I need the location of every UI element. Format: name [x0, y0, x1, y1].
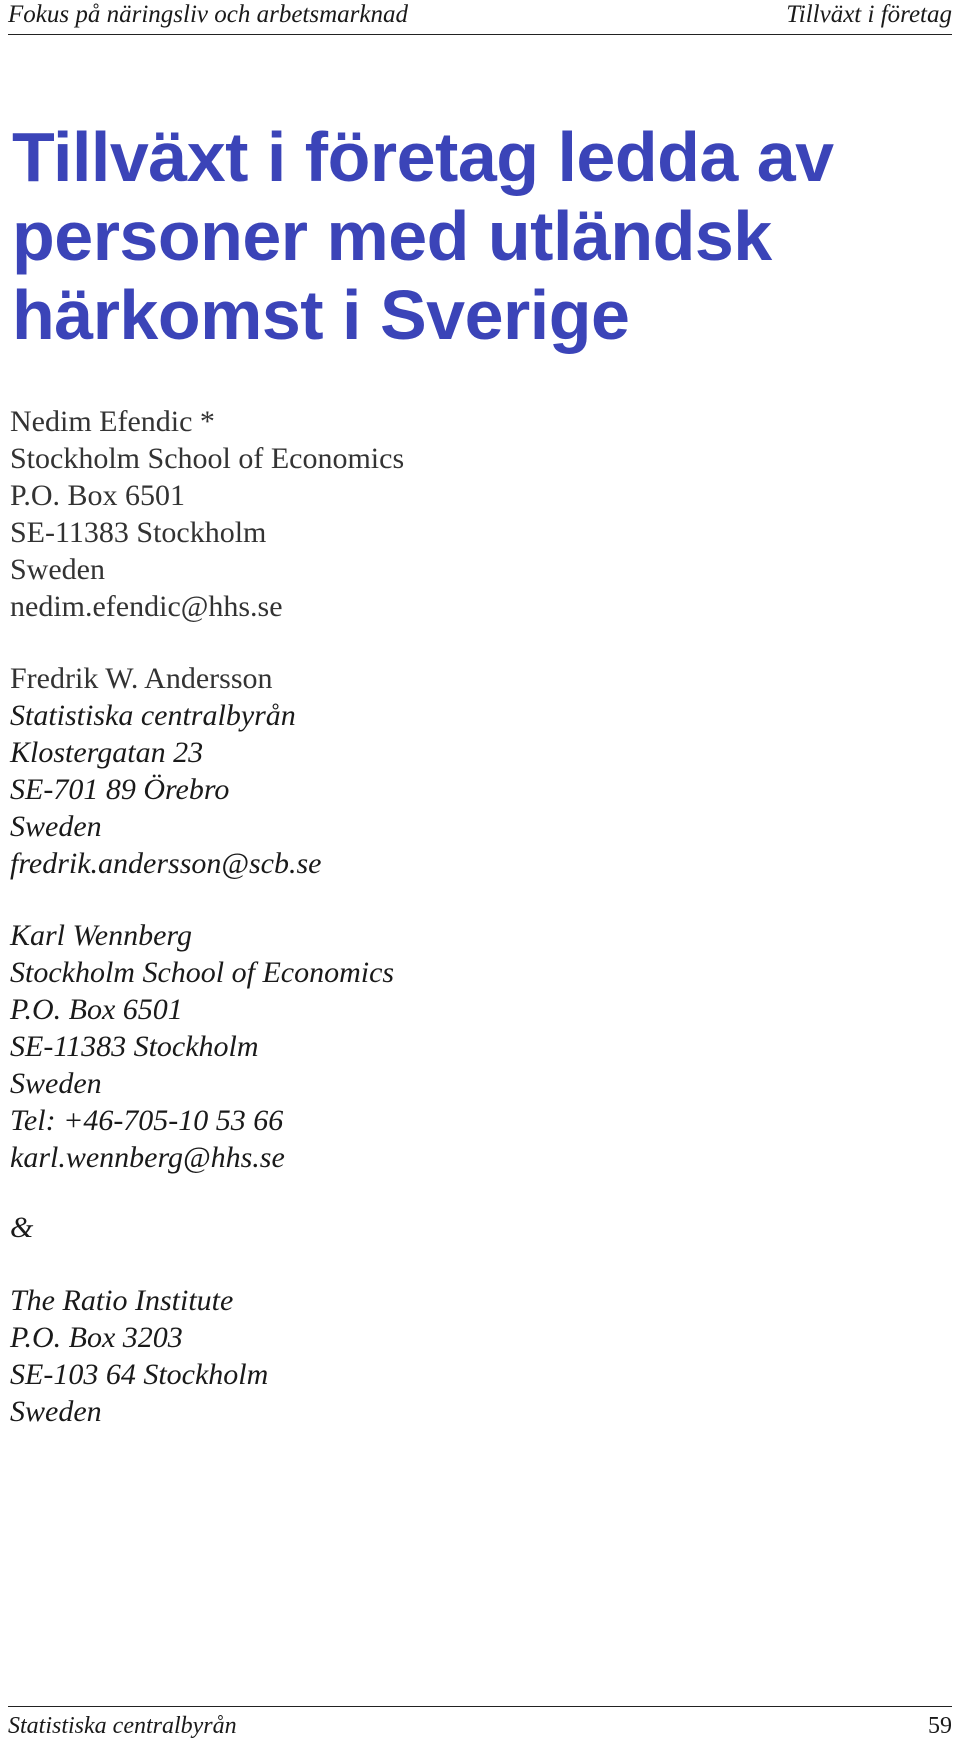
title-line-1: Tillväxt i företag ledda av: [12, 118, 834, 196]
page-title: [12, 118, 932, 355]
author-affiliation: Stockholm School of Economics: [10, 442, 405, 475]
author-address-line-2: SE-11383 Stockholm: [10, 516, 267, 549]
institute-name: The Ratio Institute: [10, 1284, 234, 1317]
second-affiliation-block: [10, 1282, 268, 1430]
author-name: Nedim Efendic *: [10, 405, 215, 438]
page-number: 59: [928, 1713, 952, 1739]
running-header-right: Tillväxt i företag: [786, 1, 952, 28]
institute-country: Sweden: [10, 1395, 102, 1428]
institute-address-line-2: SE-103 64 Stockholm: [10, 1358, 269, 1391]
running-header-left: Fokus på näringsliv och arbetsmarknad: [8, 1, 408, 28]
author-affiliation: Statistiska centralbyrån: [10, 699, 296, 732]
ampersand: &: [10, 1211, 34, 1244]
author-country: Sweden: [10, 1067, 102, 1100]
author-address-line-1: P.O. Box 6501: [10, 993, 183, 1026]
author-country: Sweden: [10, 553, 105, 586]
title-line-3: härkomst i Sverige: [12, 276, 630, 354]
author-address-line-1: P.O. Box 6501: [10, 479, 186, 512]
author-affiliation: Stockholm School of Economics: [10, 956, 395, 989]
running-header: [8, 0, 952, 35]
ampersand-separator: [10, 1209, 33, 1246]
author-block-efendic: [10, 403, 404, 625]
author-phone: Tel: +46-705-10 53 66: [10, 1104, 284, 1137]
institute-address-line-1: P.O. Box 3203: [10, 1321, 183, 1354]
title-line-2: personer med utländsk: [12, 197, 772, 275]
author-address-line-2: SE-701 89 Örebro: [10, 773, 230, 806]
author-block-wennberg: [10, 917, 394, 1176]
author-name: Karl Wennberg: [10, 919, 192, 952]
author-block-andersson: [10, 660, 321, 882]
author-email[interactable]: fredrik.andersson@scb.se: [10, 847, 322, 880]
author-name: Fredrik W. Andersson: [10, 662, 273, 695]
footer-publisher: Statistiska centralbyrån: [8, 1713, 237, 1739]
author-address-line-1: Klostergatan 23: [10, 736, 204, 769]
author-email[interactable]: karl.wennberg@hhs.se: [10, 1141, 285, 1174]
page-footer: [8, 1706, 952, 1741]
author-email[interactable]: nedim.efendic@hhs.se: [10, 590, 283, 623]
author-address-line-2: SE-11383 Stockholm: [10, 1030, 259, 1063]
author-country: Sweden: [10, 810, 102, 843]
